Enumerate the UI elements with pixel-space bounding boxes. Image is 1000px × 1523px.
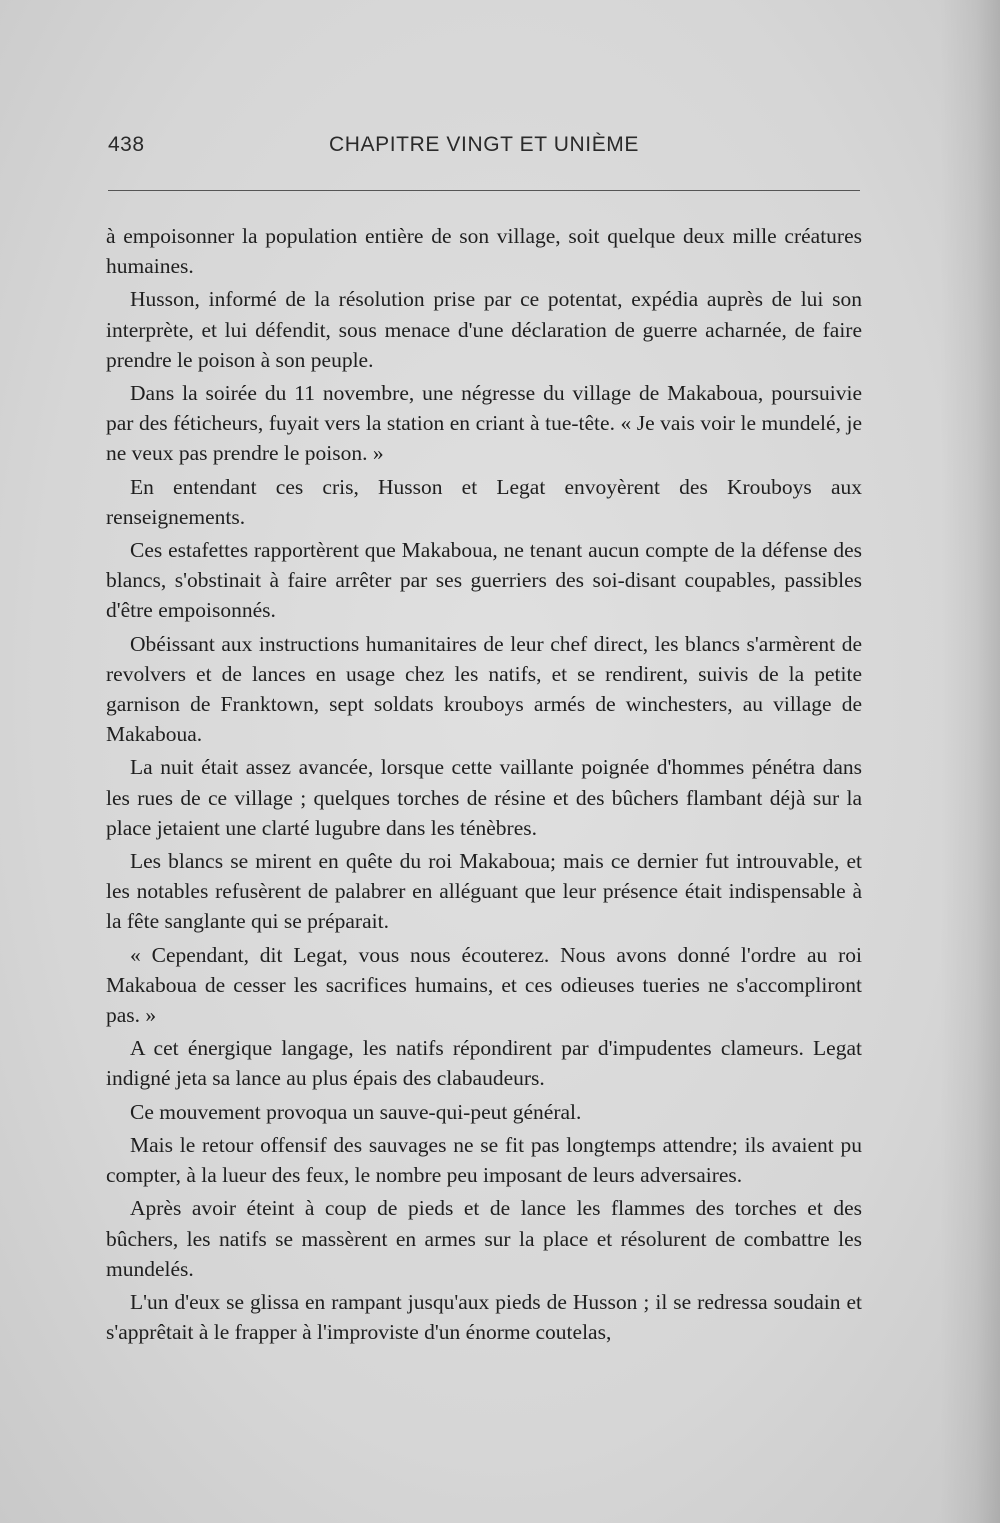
page-header [108,133,860,165]
spine-shadow [940,0,1000,1523]
paragraph: Obéissant aux instructions humanitaires de leur chef direct, les blancs s'armèrent de revolvers et de lances en usage chez les natifs, et se rendirent, suivis de la petite garnison de Franktown, sept soldats krouboys armés de winchesters, au village de Makaboua. [106,631,862,747]
paragraph: Ces estafettes rapportèrent que Makaboua, ne tenant aucun compte de la défense des blancs, s'obstinait à faire arrêter par ses guerriers des soi-disant coupables, passibles d'être empoisonnés. [106,538,862,623]
paragraph: Husson, informé de la résolution prise par ce potentat, expédia auprès de lui son interprète, et lui défendit, sous menace d'une déclaration de guerre acharnée, de faire prendre le poison à son peuple. [106,287,862,372]
running-head: CHAPITRE VINGT ET UNIÈME [329,133,639,156]
paragraph: A cet énergique langage, les natifs répondirent par d'impudentes clameurs. Legat indigné jeta sa lance au plus épais des clabaudeurs. [106,1036,862,1091]
paragraph: Dans la soirée du 11 novembre, une négresse du village de Makaboua, poursuivie par des féticheurs, fuyait vers la station en criant à tue-tête. « Je vais voir le mundelé, je ne veux pas prendre le poison. » [106,381,862,466]
paragraph: Ce mouvement provoqua un sauve-qui-peut général. [130,1099,582,1124]
paragraph: « Cependant, dit Legat, vous nous écouterez. Nous avons donné l'ordre au roi Makaboua de cesser les sacrifices humains, et ces odieuses tueries ne s'accompliront pas. » [106,942,862,1028]
paragraph: La nuit était assez avancée, lorsque cette vaillante poignée d'hommes pénétra dans les rues de ce village ; quelques torches de résine et des bûchers flambant déjà sur la place jetaient une clarté lugubre dans les ténèbres. [106,755,862,840]
paragraph: En entendant ces cris, Husson et Legat envoyèrent des Krouboys aux renseignements. [106,474,862,529]
body-text [106,221,862,1350]
page-number: 438 [108,133,145,156]
paragraph: Mais le retour offensif des sauvages ne se fit pas longtemps attendre; ils avaient pu compter, à la lueur des feux, le nombre peu imposant de leurs adversaires. [106,1132,862,1188]
paragraph: L'un d'eux se glissa en rampant jusqu'aux pieds de Husson ; il se redressa soudain et s'apprêtait à le frapper à l'improviste d'un énorme coutelas, [106,1289,862,1345]
paragraph: à empoisonner la population entière de son village, soit quelque deux mille créatures humaines. [106,224,862,279]
header-rule [108,190,860,191]
paragraph: Après avoir éteint à coup de pieds et de lance les flammes des torches et des bûchers, les natifs se massèrent en armes sur la place et résolurent de combattre les mundelés. [106,1196,862,1281]
paragraph: Les blancs se mirent en quête du roi Makaboua; mais ce dernier fut introuvable, et les notables refusèrent de palabrer en alléguant que leur présence était indispensable à la fête sanglante qui se préparait. [106,849,862,934]
